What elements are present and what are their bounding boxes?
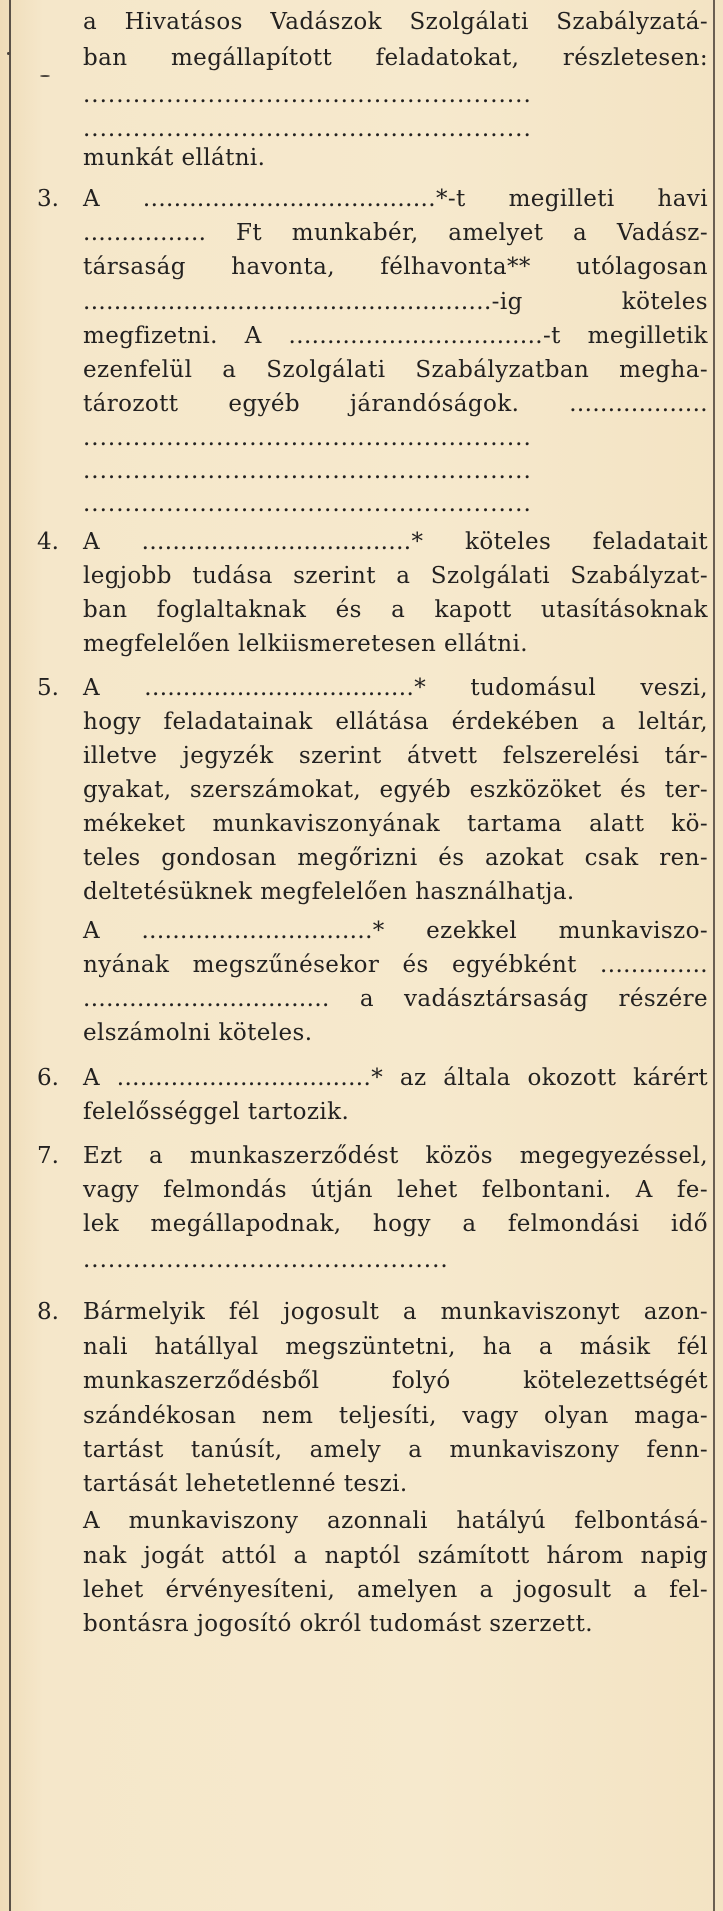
- text-line: bontásra jogosító okról tudomást szerzett.: [83, 1611, 593, 1637]
- ink-speck: [40, 75, 50, 77]
- dotted-blank-line: ......................................................: [83, 82, 532, 108]
- text-line: nak jogát attól a naptól számított három napig: [83, 1543, 708, 1569]
- text-line: lehet érvényesíteni, amelyen a jogosult a fel-: [83, 1577, 708, 1603]
- text-line: szándékosan nem teljesíti, vagy olyan maga-: [83, 1403, 708, 1429]
- text-line: munkaszerződésből folyó kötelezettségét: [83, 1368, 708, 1394]
- text-line: teles gondosan megőrizni és azokat csak ren-: [83, 845, 708, 871]
- text-line: A munkaviszony azonnali hatályú felbontásá-: [83, 1508, 708, 1534]
- text-line: deltetésüknek megfelelően használhatja.: [83, 879, 575, 905]
- text-line: megfizetni. A .................................-t megilletik: [83, 323, 708, 349]
- section-number: 5.: [37, 675, 59, 701]
- ink-speck: [7, 52, 10, 55]
- dotted-blank-line: ............................................: [83, 1247, 449, 1273]
- text-line: felelősséggel tartozik.: [83, 1099, 350, 1125]
- text-line: A ..............................* ezekkel munkaviszo-: [83, 918, 708, 944]
- text-line: társaság havonta, félhavonta** utólagosan: [83, 254, 708, 280]
- text-line: ................ Ft munkabér, amelyet a Vadász-: [83, 220, 708, 246]
- text-line: ezenfelül a Szolgálati Szabályzatban megha-: [83, 357, 708, 383]
- text-line: munkát ellátni.: [83, 145, 266, 171]
- text-line: vagy felmondás útján lehet felbontani. A fe-: [83, 1177, 708, 1203]
- text-line: ................................ a vadásztársaság részére: [83, 986, 708, 1012]
- text-line: Ezt a munkaszerződést közös megegyezéssel,: [83, 1143, 708, 1169]
- right-margin-rule: [713, 0, 715, 1911]
- text-line: hogy feladatainak ellátása érdekében a leltár,: [83, 709, 708, 735]
- text-line: legjobb tudása szerint a Szolgálati Szabályzat-: [83, 563, 708, 589]
- text-line: illetve jegyzék szerint átvett felszerelési tár-: [83, 743, 708, 769]
- text-line: A ...................................* tudomásul veszi,: [83, 675, 708, 701]
- text-line: tartást tanúsít, amely a munkaviszony fenn-: [83, 1437, 708, 1463]
- section-number: 4.: [37, 529, 59, 555]
- section-number: 6.: [37, 1065, 59, 1091]
- text-line: A ...................................* köteles feladatait: [83, 529, 708, 555]
- text-line: megfelelően lelkiismeretesen ellátni.: [83, 631, 528, 657]
- dotted-blank-line: ......................................................: [83, 458, 532, 484]
- dotted-blank-line: ......................................................: [83, 116, 532, 142]
- text-line: nyának megszűnésekor és egyébként ..............: [83, 952, 708, 978]
- text-line: .....................................................-ig köteles: [83, 289, 708, 315]
- text-line: mékeket munkaviszonyának tartama alatt kö-: [83, 811, 708, 837]
- text-line: ban foglaltaknak és a kapott utasításoknak: [83, 597, 708, 623]
- text-line: lek megállapodnak, hogy a felmondási idő: [83, 1211, 708, 1237]
- text-line: gyakat, szerszámokat, egyéb eszközöket és ter-: [83, 777, 708, 803]
- dotted-blank-line: ......................................................: [83, 491, 532, 517]
- section-number: 3.: [37, 186, 59, 212]
- section-number: 7.: [37, 1143, 59, 1169]
- text-line: ban megállapított feladatokat, részletesen:: [83, 45, 708, 71]
- text-line: elszámolni köteles.: [83, 1020, 313, 1046]
- text-line: Bármelyik fél jogosult a munkaviszonyt azon-: [83, 1299, 708, 1325]
- left-margin-rule: [9, 0, 11, 1911]
- text-line: tartását lehetetlenné teszi.: [83, 1471, 408, 1497]
- text-line: nali hatállyal megszüntetni, ha a másik fél: [83, 1334, 708, 1360]
- text-line: A ......................................*-t megilleti havi: [83, 186, 708, 212]
- text-line: a Hivatásos Vadászok Szolgálati Szabályzatá-: [83, 9, 708, 35]
- section-number: 8.: [37, 1299, 59, 1325]
- dotted-blank-line: ......................................................: [83, 425, 532, 451]
- text-line: A .................................* az általa okozott kárért: [83, 1065, 708, 1091]
- text-line: tározott egyéb járandóságok. ..................: [83, 391, 708, 417]
